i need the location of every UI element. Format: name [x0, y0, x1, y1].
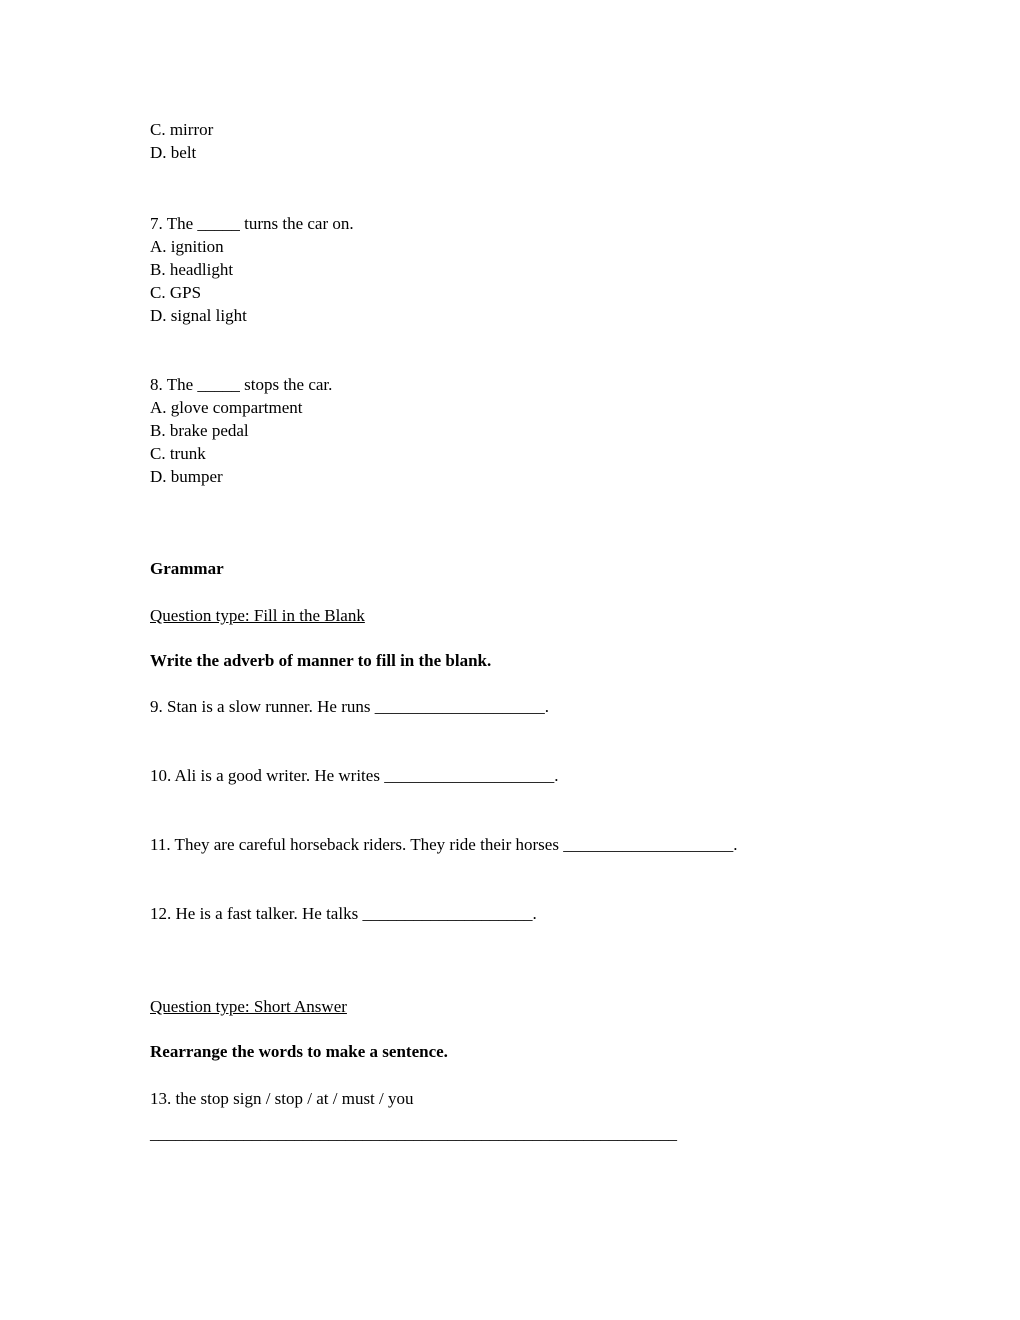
option-line: A. ignition — [150, 237, 224, 256]
question-type-text: Question type: Fill in the Blank — [150, 606, 365, 625]
question10: 10. Ali is a good writer. He writes ____________________. — [150, 766, 559, 785]
worksheet-content — [150, 118, 960, 1145]
question-type-text: Question type: Short Answer — [150, 997, 347, 1016]
question-prompt: 8. The _____ stops the car. — [150, 375, 333, 394]
question6-remaining-options — [150, 118, 960, 164]
question-type-label-short-answer — [150, 995, 960, 1018]
option-line: C. mirror — [150, 120, 214, 139]
option-line: A. glove compartment — [150, 398, 303, 417]
question-prompt: 7. The _____ turns the car on. — [150, 214, 354, 233]
question13: 13. the stop sign / stop / at / must / you — [150, 1089, 414, 1108]
option-line: C. trunk — [150, 444, 206, 463]
short-answer-instruction: Rearrange the words to make a sentence. — [150, 1042, 448, 1061]
question7 — [150, 212, 960, 327]
question-type-label-fill-blank — [150, 604, 960, 627]
question11: 11. They are careful horseback riders. They ride their horses ____________________. — [150, 835, 738, 854]
question9: 9. Stan is a slow runner. He runs ____________________. — [150, 697, 550, 716]
option-line: B. brake pedal — [150, 421, 249, 440]
option-line: B. headlight — [150, 260, 234, 279]
answer-line: ______________________________________________________________ — [150, 1124, 677, 1143]
fill-blank-instruction: Write the adverb of manner to fill in the blank. — [150, 651, 492, 670]
option-line: C. GPS — [150, 283, 202, 302]
option-line: D. belt — [150, 143, 197, 162]
section-heading-grammar: Grammar — [150, 559, 224, 578]
question8 — [150, 373, 960, 488]
question12: 12. He is a fast talker. He talks ____________________. — [150, 904, 537, 923]
option-line: D. bumper — [150, 467, 223, 486]
option-line: D. signal light — [150, 306, 247, 325]
